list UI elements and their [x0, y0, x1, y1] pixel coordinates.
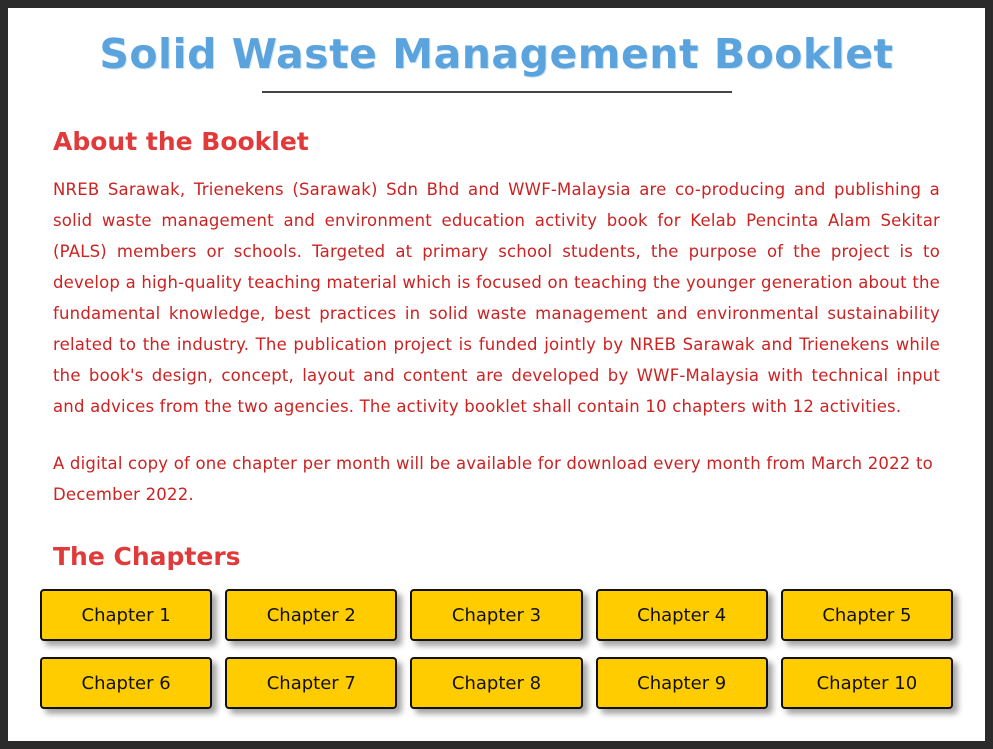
chapter-button-3[interactable]: Chapter 3 — [410, 589, 582, 641]
chapter-button-4[interactable]: Chapter 4 — [596, 589, 768, 641]
chapters-section-heading: The Chapters — [53, 542, 241, 572]
title-divider — [262, 91, 732, 93]
chapter-button-2[interactable]: Chapter 2 — [225, 589, 397, 641]
about-paragraph-2: A digital copy of one chapter per month will be available for download every month from March 2022 to December 2022. — [53, 454, 933, 505]
page-title: Solid Waste Management Booklet — [99, 30, 894, 78]
chapter-button-grid — [40, 589, 953, 709]
document-page — [8, 8, 985, 741]
chapter-button-1[interactable]: Chapter 1 — [40, 589, 212, 641]
chapter-button-7[interactable]: Chapter 7 — [225, 657, 397, 709]
about-section-heading: About the Booklet — [53, 127, 309, 157]
chapter-button-10[interactable]: Chapter 10 — [781, 657, 953, 709]
about-paragraph-1: NREB Sarawak, Trienekens (Sarawak) Sdn Bhd and WWF-Malaysia are co-producing and publishing a solid waste management and environment education activity book for Kelab Pencinta Alam Sekitar (PALS) members or schools. Targeted at primary school students, the purpose of the project is to develop a high-quality teaching material which is focused on teaching the younger generation about the fundamental knowledge, best practices in solid waste management and environmental sustainability related to the industry. The publication project is funded jointly by NREB Sarawak and Trienekens while the book's design, concept, layout and content are developed by WWF-Malaysia with technical input and advices from the two agencies. The activity booklet shall contain 10 chapters with 12 activities. — [53, 180, 940, 417]
chapter-button-9[interactable]: Chapter 9 — [596, 657, 768, 709]
chapter-button-8[interactable]: Chapter 8 — [410, 657, 582, 709]
chapter-button-6[interactable]: Chapter 6 — [40, 657, 212, 709]
chapter-button-5[interactable]: Chapter 5 — [781, 589, 953, 641]
